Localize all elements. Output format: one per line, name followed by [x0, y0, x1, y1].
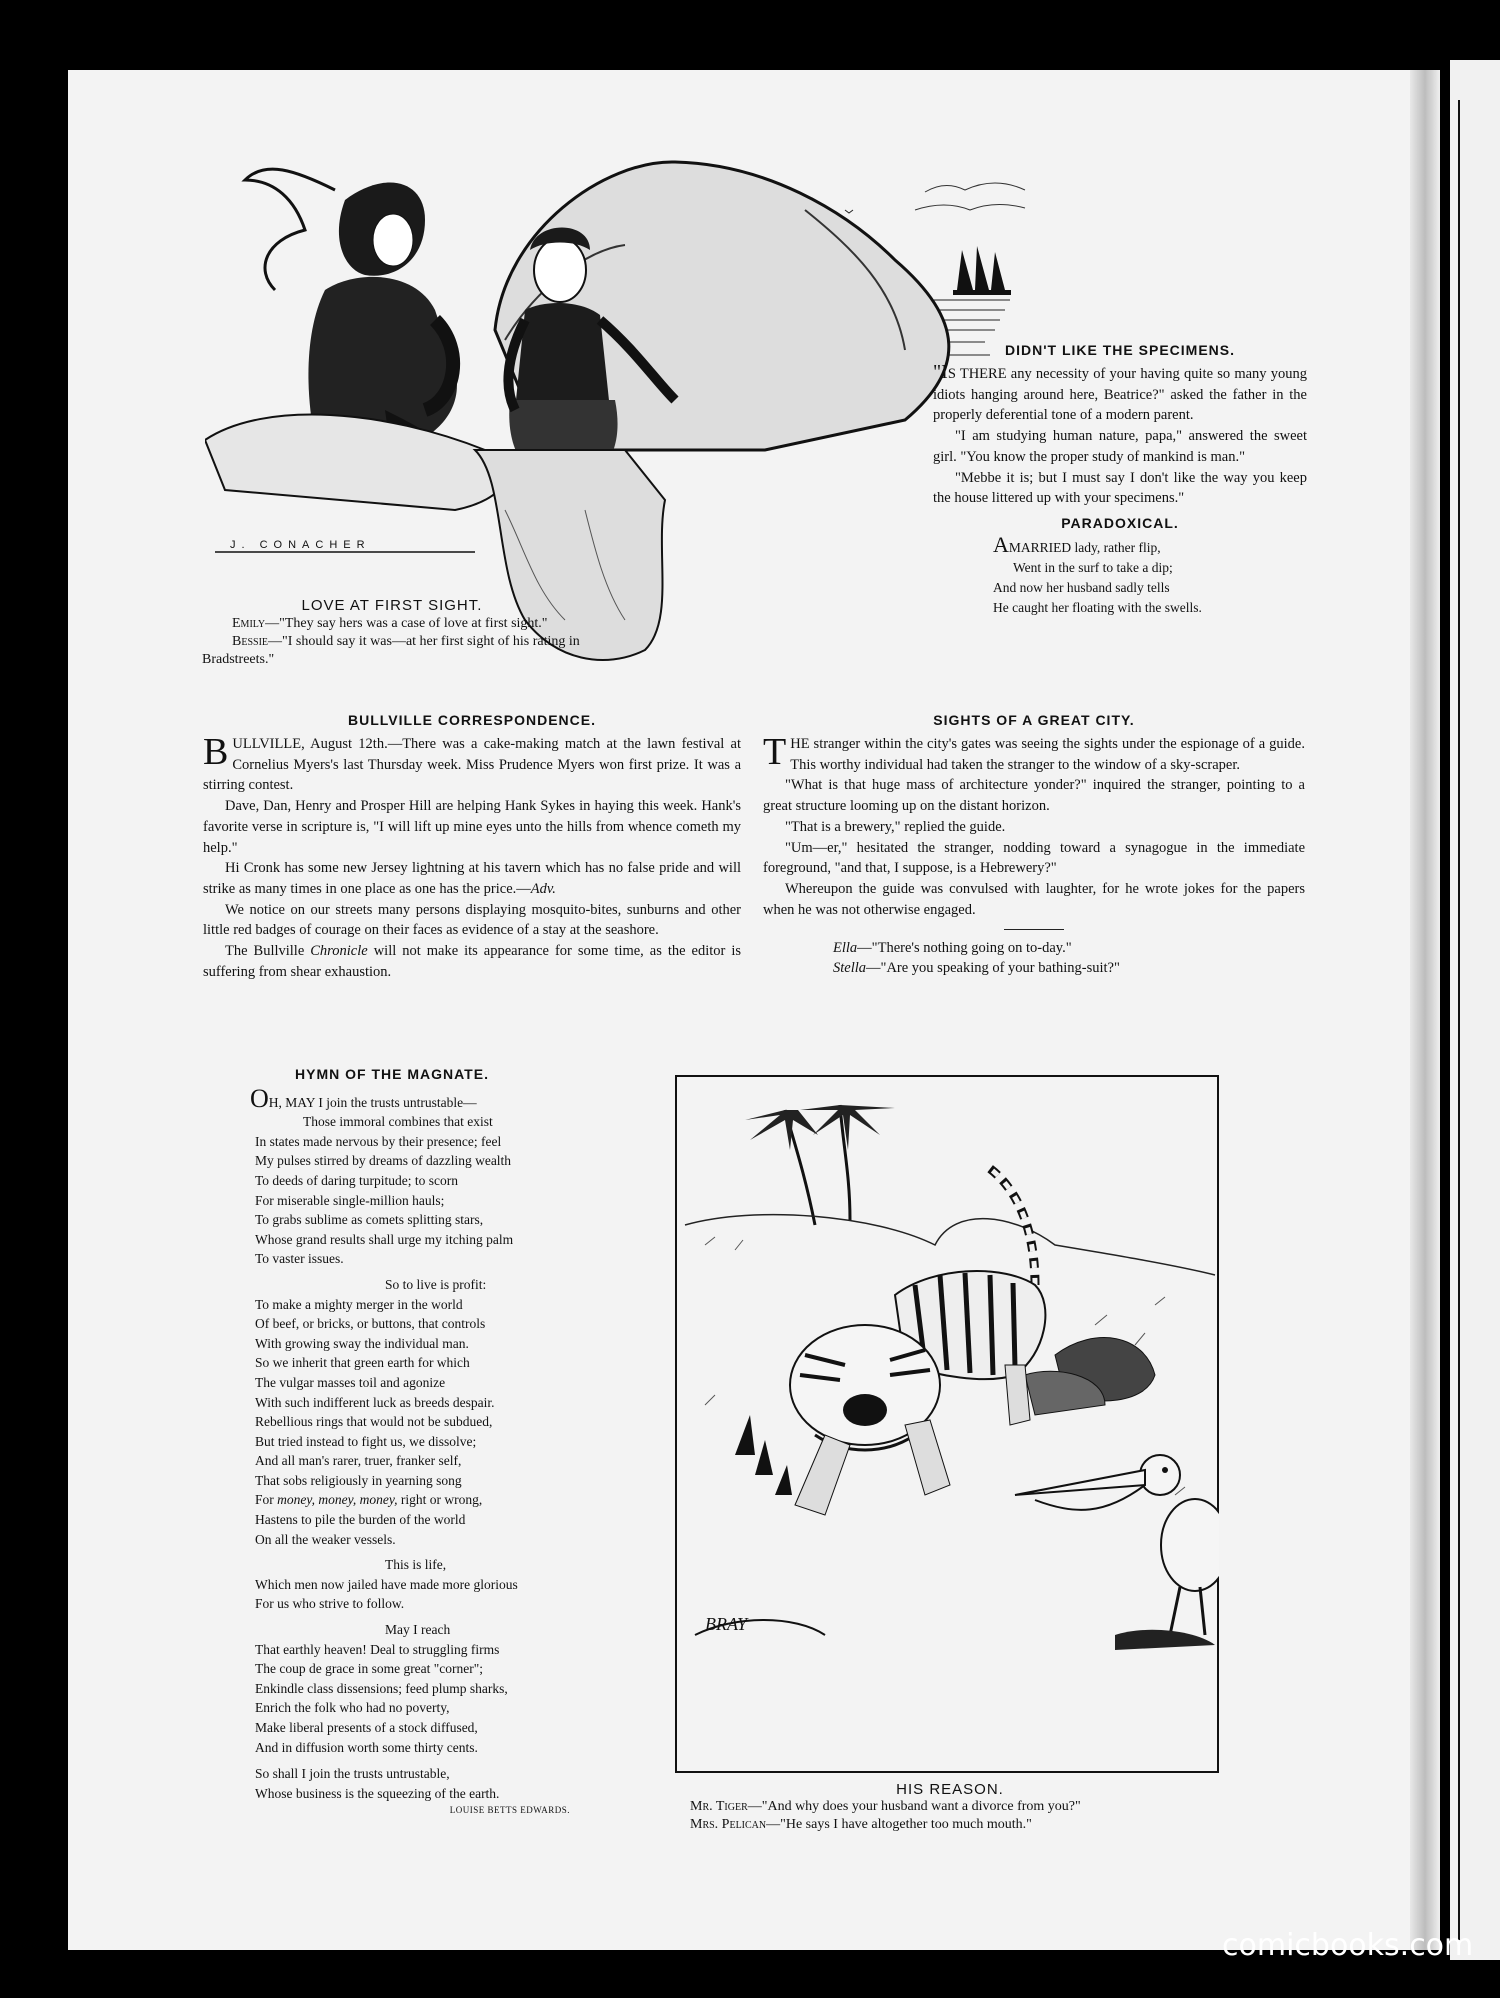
hymn-line-2: Those immoral combines that exist	[303, 1114, 493, 1130]
sights-p2: "What is that huge mass of architecture yonder?" inquired the stranger, pointing to a great structure looming up on the distant horizon.	[763, 777, 1305, 815]
bullville-p3: Hi Cronk has some new Jersey lightning at his tavern which has no false pride and will strike as many times in one place as one has the price.—Adv.	[203, 860, 741, 897]
bullville-p5: The Bullville Chronicle will not make its appearance for some time, as the editor is suffering from shear exhaustion.	[203, 943, 742, 980]
hymn-line: And all man's rarer, truer, franker self,	[255, 1453, 462, 1469]
hymn-line: That sobs religiously in yearning song	[255, 1472, 462, 1488]
hymn-line: To deeds of daring turpitude; to scorn	[255, 1172, 459, 1188]
bullville-p4: We notice on our streets many persons displaying mosquito-bites, sunburns and other little red badges of courage on their faces as evidence of a stay at the seashore.	[203, 901, 741, 939]
hymn-line: This is life,	[385, 1557, 447, 1573]
hymn-line: For miserable single-million hauls;	[255, 1192, 445, 1208]
tiger-line: Mr. Tiger—"And why does your husband want a divorce from you?"	[690, 1799, 1081, 1814]
sights-p5: Whereupon the guide was convulsed with laughter, for he wrote jokes for the papers when he was not otherwise engaged.	[763, 880, 1305, 918]
bullville-p2: Dave, Dan, Henry and Prosper Hill are helping Hank Sykes in haying this week. Hank's favorite verse in scripture is, "I will lift up mine eyes unto the hills from whence cometh my help."	[203, 798, 741, 856]
hymn-of-the-magnate	[250, 1065, 595, 1821]
bullville-heading: BULLVILLE CORRESPONDENCE.	[348, 712, 596, 728]
specimens-p3: "Mebbe it is; but I must say I don't like the way you keep the house littered up with your specimens."	[933, 469, 1307, 507]
hymn-line: With such indifferent luck as breeds despair.	[255, 1394, 495, 1410]
page-gutter	[1410, 70, 1440, 1950]
specimens-p2: "I am studying human nature, papa," answered the sweet girl. "You know the proper study of mankind is man."	[933, 428, 1307, 465]
sights-p1: THE stranger within the city's gates was seeing the sights under the espionage of a guide. This worthy individual had taken the stranger to the window of a sky-scraper.	[763, 731, 1305, 773]
hymn-line-money: For money, money, money, right or wrong,	[255, 1492, 483, 1508]
bray-signature: BRAY	[705, 1614, 748, 1634]
hymn-line-1: OH, MAY I join the trusts untrustable—	[250, 1083, 477, 1113]
bullville-p1: BULLVILLE, August 12th.—There was a cake-making match at the lawn festival at Cornelius Myers's last Thursday week. Miss Prudence Myers won first prize. It was a stirring contest.	[203, 731, 741, 794]
his-reason-caption	[690, 1781, 1210, 1834]
hymn-line: The coup de grace in some great "corner";	[255, 1661, 484, 1677]
paradoxical-heading: PARADOXICAL.	[1061, 514, 1179, 531]
pelican-line: Mrs. Pelican—"He says I have altogether too much mouth."	[690, 1817, 1032, 1832]
paradoxical-poem: AMARRIED lady, rather flip, Went in the surf to take a dip; And now her husband sadly tells He caught her floating with the swells.	[993, 531, 1202, 615]
hymn-line: To vaster issues.	[255, 1251, 344, 1267]
sights-article	[763, 712, 1305, 978]
hymn-heading: HYMN OF THE MAGNATE.	[295, 1066, 489, 1082]
hymn-line: The vulgar masses toil and agonize	[255, 1374, 446, 1390]
emily-line: Emily—"They say hers was a case of love at first sight."	[232, 616, 548, 631]
bullville-article	[203, 712, 741, 982]
hymn-line: So to live is profit:	[385, 1276, 487, 1292]
conacher-signature: J. CONACHER	[230, 539, 371, 551]
hymn-line: Rebellious rings that would not be subdued,	[255, 1414, 493, 1430]
hymn-line: In states made nervous by their presence; feel	[255, 1133, 502, 1149]
hymn-line: Of beef, or bricks, or buttons, that controls	[255, 1316, 486, 1332]
his-reason-title: HIS REASON.	[896, 1781, 1004, 1798]
hymn-line: My pulses stirred by dreams of dazzling wealth	[255, 1153, 512, 1169]
hymn-line: Which men now jailed have made more glorious	[255, 1576, 518, 1592]
love-first-sight-caption	[202, 597, 582, 669]
hymn-line: Hastens to pile the burden of the world	[255, 1512, 466, 1528]
hymn-line: Whose business is the squeezing of the earth.	[255, 1785, 500, 1801]
hymn-line: That earthly heaven! Deal to struggling firms	[255, 1641, 500, 1657]
watermark-text: comicbooks.com	[1222, 1928, 1474, 1963]
specimens-heading: DIDN'T LIKE THE SPECIMENS.	[1004, 342, 1235, 358]
adjacent-page	[1450, 60, 1500, 1960]
hymn-line: Enkindle class dissensions; feed plump sharks,	[255, 1680, 508, 1696]
hymn-line: With growing sway the individual man.	[255, 1335, 469, 1351]
specimens-p1: "IS THERE any necessity of your having quite so many young idiots hanging around here, Beatrice?" asked the father in the properly deferential tone of a modern parent.	[933, 361, 1307, 424]
ella-stella-joke: Ella—"There's nothing going on to-day." Stella—"Are you speaking of your bathing-suit?"	[833, 940, 1120, 977]
divider-rule	[1004, 929, 1064, 930]
hymn-line: For us who strive to follow.	[255, 1596, 405, 1612]
specimens-article	[933, 342, 1307, 618]
sights-p4: "Um—er," hesitated the stranger, nodding toward a synagogue in the immediate foreground, "and that, I suppose, is a Hebrewery?"	[763, 839, 1305, 877]
hymn-line: And in diffusion worth some thirty cents.	[255, 1739, 478, 1755]
love-first-sight-title: LOVE AT FIRST SIGHT.	[301, 597, 483, 614]
hymn-author: LOUISE BETTS EDWARDS.	[449, 1805, 570, 1816]
tiger-pelican-illustration	[675, 1075, 1219, 1773]
hymn-line: On all the weaker vessels.	[255, 1531, 396, 1547]
hymn-line: Whose grand results shall urge my itching palm	[255, 1231, 514, 1247]
hymn-line: But tried instead to fight us, we dissolve;	[255, 1433, 477, 1449]
sights-heading: SIGHTS OF A GREAT CITY.	[933, 712, 1135, 728]
hymn-line: Make liberal presents of a stock diffused,	[255, 1720, 478, 1735]
bessie-line: Bessie—"I should say it was—at her first sight of his rating in Bradstreets."	[202, 634, 580, 667]
hymn-line: Enrich the folk who had no poverty,	[255, 1700, 450, 1716]
hymn-line: So we inherit that green earth for which	[255, 1355, 470, 1371]
sights-p3: "That is a brewery," replied the guide.	[785, 818, 1006, 835]
hymn-line: To make a mighty merger in the world	[255, 1296, 463, 1312]
hymn-line: May I reach	[385, 1622, 451, 1638]
hymn-line: To grabs sublime as comets splitting stars,	[255, 1212, 484, 1228]
hymn-line: So shall I join the trusts untrustable,	[255, 1766, 450, 1782]
